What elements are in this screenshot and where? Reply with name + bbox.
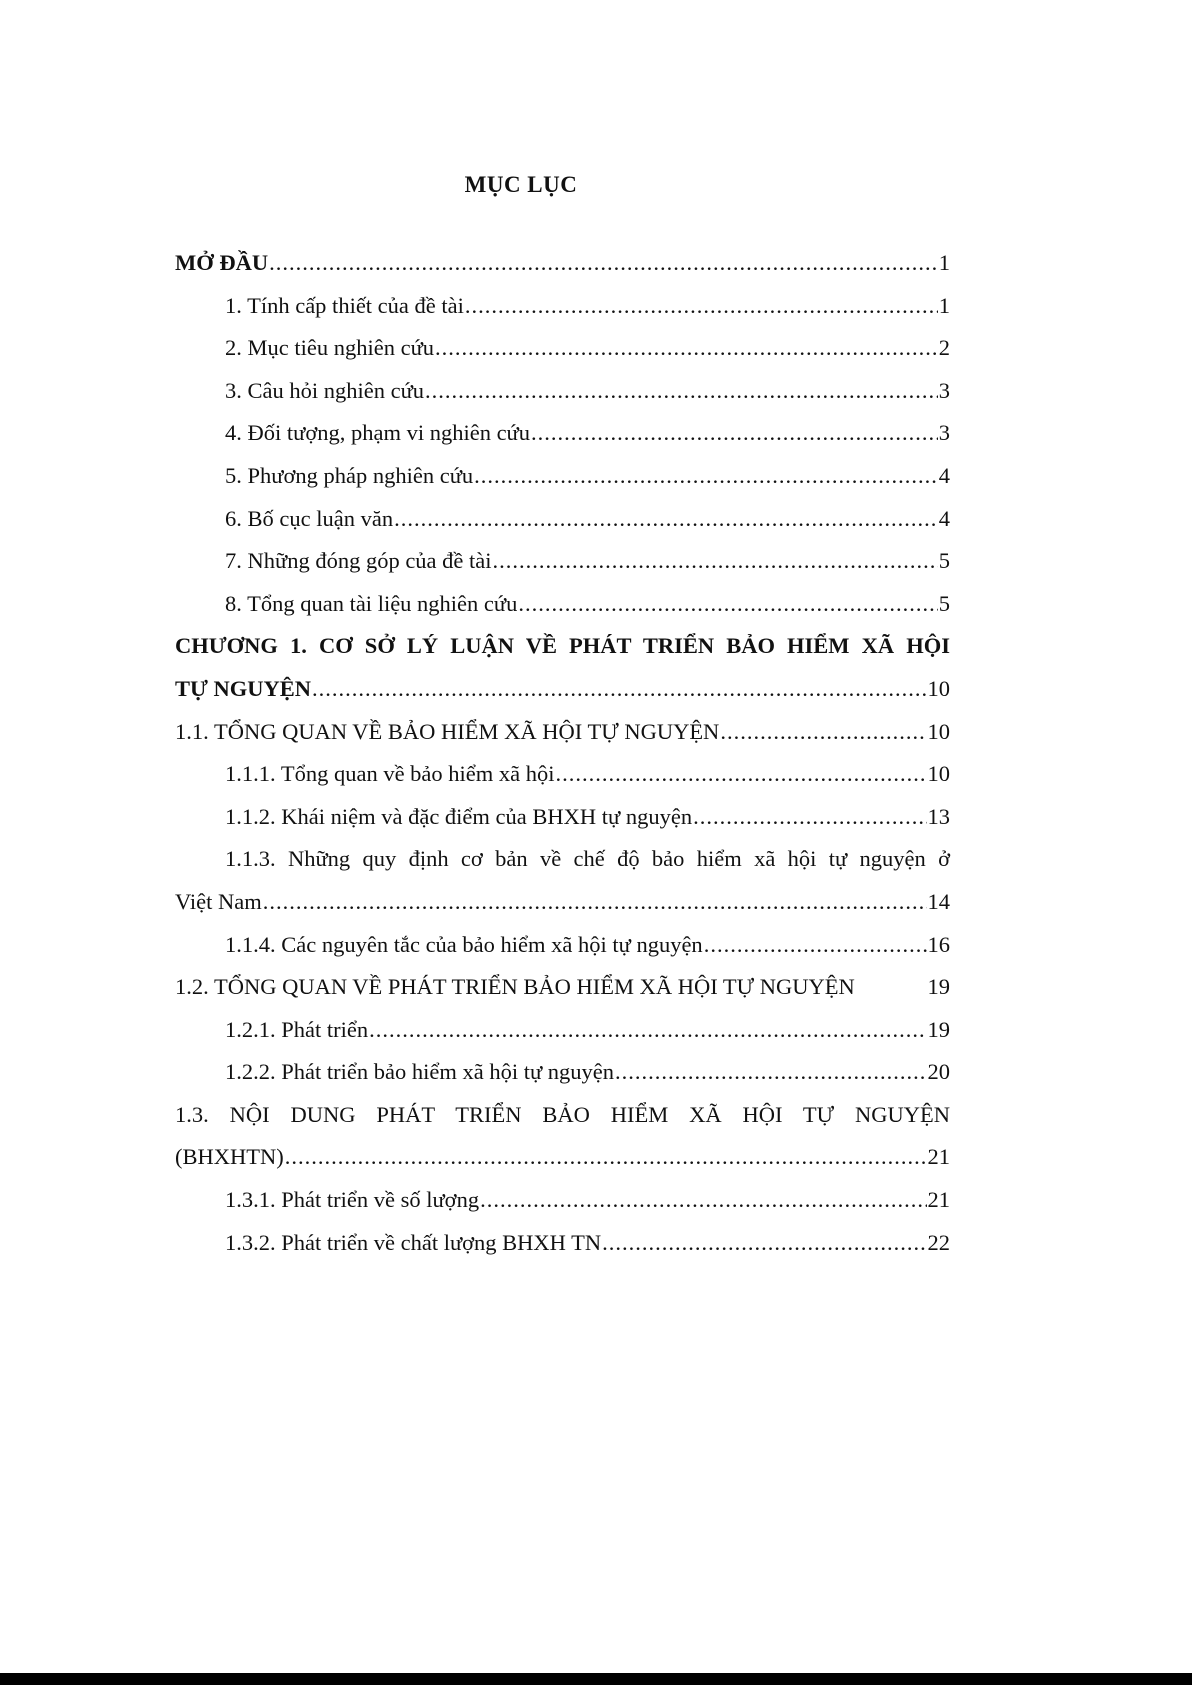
toc-entry[interactable] (175, 1187, 950, 1230)
toc-entry-label: 1.2.2. Phát triển bảo hiểm xã hội tự nguyện (225, 1059, 615, 1085)
toc-page-number: 20 (927, 1059, 950, 1085)
toc-entry-label: 1.1.2. Khái niệm và đặc điểm của BHXH tự nguyện (225, 803, 693, 829)
dot-leader (693, 804, 926, 830)
toc-entry-label: 1.1.4. Các nguyên tắc của bảo hiểm xã hội tự nguyện (225, 931, 703, 957)
toc-entry[interactable] (175, 1144, 950, 1187)
toc-entry-label: (BHXHTN) (175, 1144, 284, 1170)
toc-entry[interactable] (175, 932, 950, 975)
toc-entry-label: 1.3.2. Phát triển về chất lượng BHXH TN (225, 1229, 602, 1255)
toc-page-number: 21 (927, 1187, 950, 1213)
dot-leader (435, 335, 938, 361)
toc-entry-label: 5. Phương pháp nghiên cứu (225, 462, 474, 488)
toc-entry[interactable] (175, 591, 950, 634)
toc-entry-label: 1. Tính cấp thiết của đề tài (225, 292, 464, 318)
toc-page-number: 13 (927, 803, 950, 829)
toc-entry-label: 1.2. TỔNG QUAN VỀ PHÁT TRIỂN BẢO HIỂM XÃ HỘI TỰ NGUYỆN (175, 974, 855, 1000)
toc-page-number: 22 (927, 1229, 950, 1255)
dot-leader (425, 378, 938, 404)
dot-leader (720, 719, 926, 745)
toc-entry[interactable] (175, 335, 950, 378)
toc-entry[interactable] (175, 293, 950, 336)
toc-page-number: 4 (938, 505, 950, 531)
toc-entry[interactable] (175, 974, 950, 1017)
toc-entry-label: 1.1. TỔNG QUAN VỀ BẢO HIỂM XÃ HỘI TỰ NGUYỆN (175, 718, 720, 744)
toc-entry-line1[interactable]: 1.3. NỘI DUNG PHÁT TRIỂN BẢO HIỂM XÃ HỘI TỰ NGUYỆN (175, 1101, 950, 1127)
dot-leader (269, 250, 938, 276)
dot-leader (263, 889, 927, 915)
toc-entry[interactable] (175, 1017, 950, 1060)
toc-page-number: 2 (938, 335, 950, 361)
dot-leader (556, 761, 927, 787)
toc-entry-label: 2. Mục tiêu nghiên cứu (225, 335, 435, 361)
toc-page-number: 1 (938, 292, 950, 318)
toc-entry[interactable] (175, 889, 950, 932)
toc-entry-label: TỰ NGUYỆN (175, 675, 312, 701)
toc-entry-label: MỞ ĐẦU (175, 250, 269, 275)
dot-leader (369, 1017, 926, 1043)
dot-leader (615, 1059, 926, 1085)
toc-entry-label: 8. Tổng quan tài liệu nghiên cứu (225, 590, 518, 616)
toc-entry[interactable] (175, 761, 950, 804)
dot-leader (602, 1230, 926, 1256)
dot-leader (394, 506, 938, 532)
toc-entry-label: 1.1.1. Tổng quan về bảo hiểm xã hội (225, 761, 555, 787)
toc-entry[interactable] (175, 804, 950, 847)
toc-entry[interactable] (175, 420, 950, 463)
toc-entry-label: 3. Câu hỏi nghiên cứu (225, 377, 425, 403)
toc-entry-label: 1.3.1. Phát triển về số lượng (225, 1187, 480, 1213)
dot-leader (465, 293, 938, 319)
toc-entry[interactable] (175, 719, 950, 762)
dot-leader (480, 1187, 926, 1213)
toc-entry-label: 1.2.1. Phát triển (225, 1016, 369, 1042)
toc-page-number: 5 (938, 548, 950, 574)
toc-page-number: 10 (927, 761, 950, 787)
dot-leader (474, 463, 938, 489)
toc-page-number: 1 (938, 250, 950, 275)
toc-page-number: 3 (938, 420, 950, 446)
toc-entry[interactable] (175, 1230, 950, 1273)
toc-entry[interactable] (175, 250, 950, 293)
table-of-contents (175, 250, 950, 1272)
bottom-border (0, 1673, 1192, 1685)
toc-entry[interactable] (175, 506, 950, 549)
toc-entry[interactable] (175, 1059, 950, 1102)
toc-entry[interactable] (175, 463, 950, 506)
dot-leader (285, 1144, 927, 1170)
toc-entry[interactable] (175, 548, 950, 591)
toc-entry-label: Việt Nam (175, 888, 262, 914)
toc-page-number: 10 (927, 675, 950, 701)
toc-entry-line1[interactable]: 1.1.3. Những quy định cơ bản về chế độ bảo hiểm xã hội tự nguyện ở (225, 846, 950, 872)
toc-entry-label: 4. Đối tượng, phạm vi nghiên cứu (225, 420, 531, 446)
toc-page-number: 14 (927, 888, 950, 914)
toc-page-number: 4 (938, 462, 950, 488)
toc-entry[interactable] (175, 378, 950, 421)
toc-page-number: 10 (927, 718, 950, 744)
toc-page-number: 5 (938, 590, 950, 616)
toc-page-number: 21 (927, 1144, 950, 1170)
toc-entry-label: 7. Những đóng góp của đề tài (225, 548, 492, 574)
toc-page-number: 3 (938, 377, 950, 403)
toc-entry-line1[interactable]: CHƯƠNG 1. CƠ SỞ LÝ LUẬN VỀ PHÁT TRIỂN BẢO HIỂM XÃ HỘI (175, 633, 950, 659)
dot-leader (704, 932, 927, 958)
toc-page-number: 19 (927, 974, 950, 1000)
dot-leader (531, 420, 938, 446)
toc-page-number: 16 (927, 931, 950, 957)
dot-leader (518, 591, 937, 617)
page-title: MỤC LỤC (464, 172, 578, 197)
dot-leader (493, 548, 938, 574)
toc-page-number: 19 (927, 1016, 950, 1042)
dot-leader (312, 676, 926, 702)
toc-entry-label: 6. Bố cục luận văn (225, 505, 394, 531)
toc-entry[interactable] (175, 676, 950, 719)
